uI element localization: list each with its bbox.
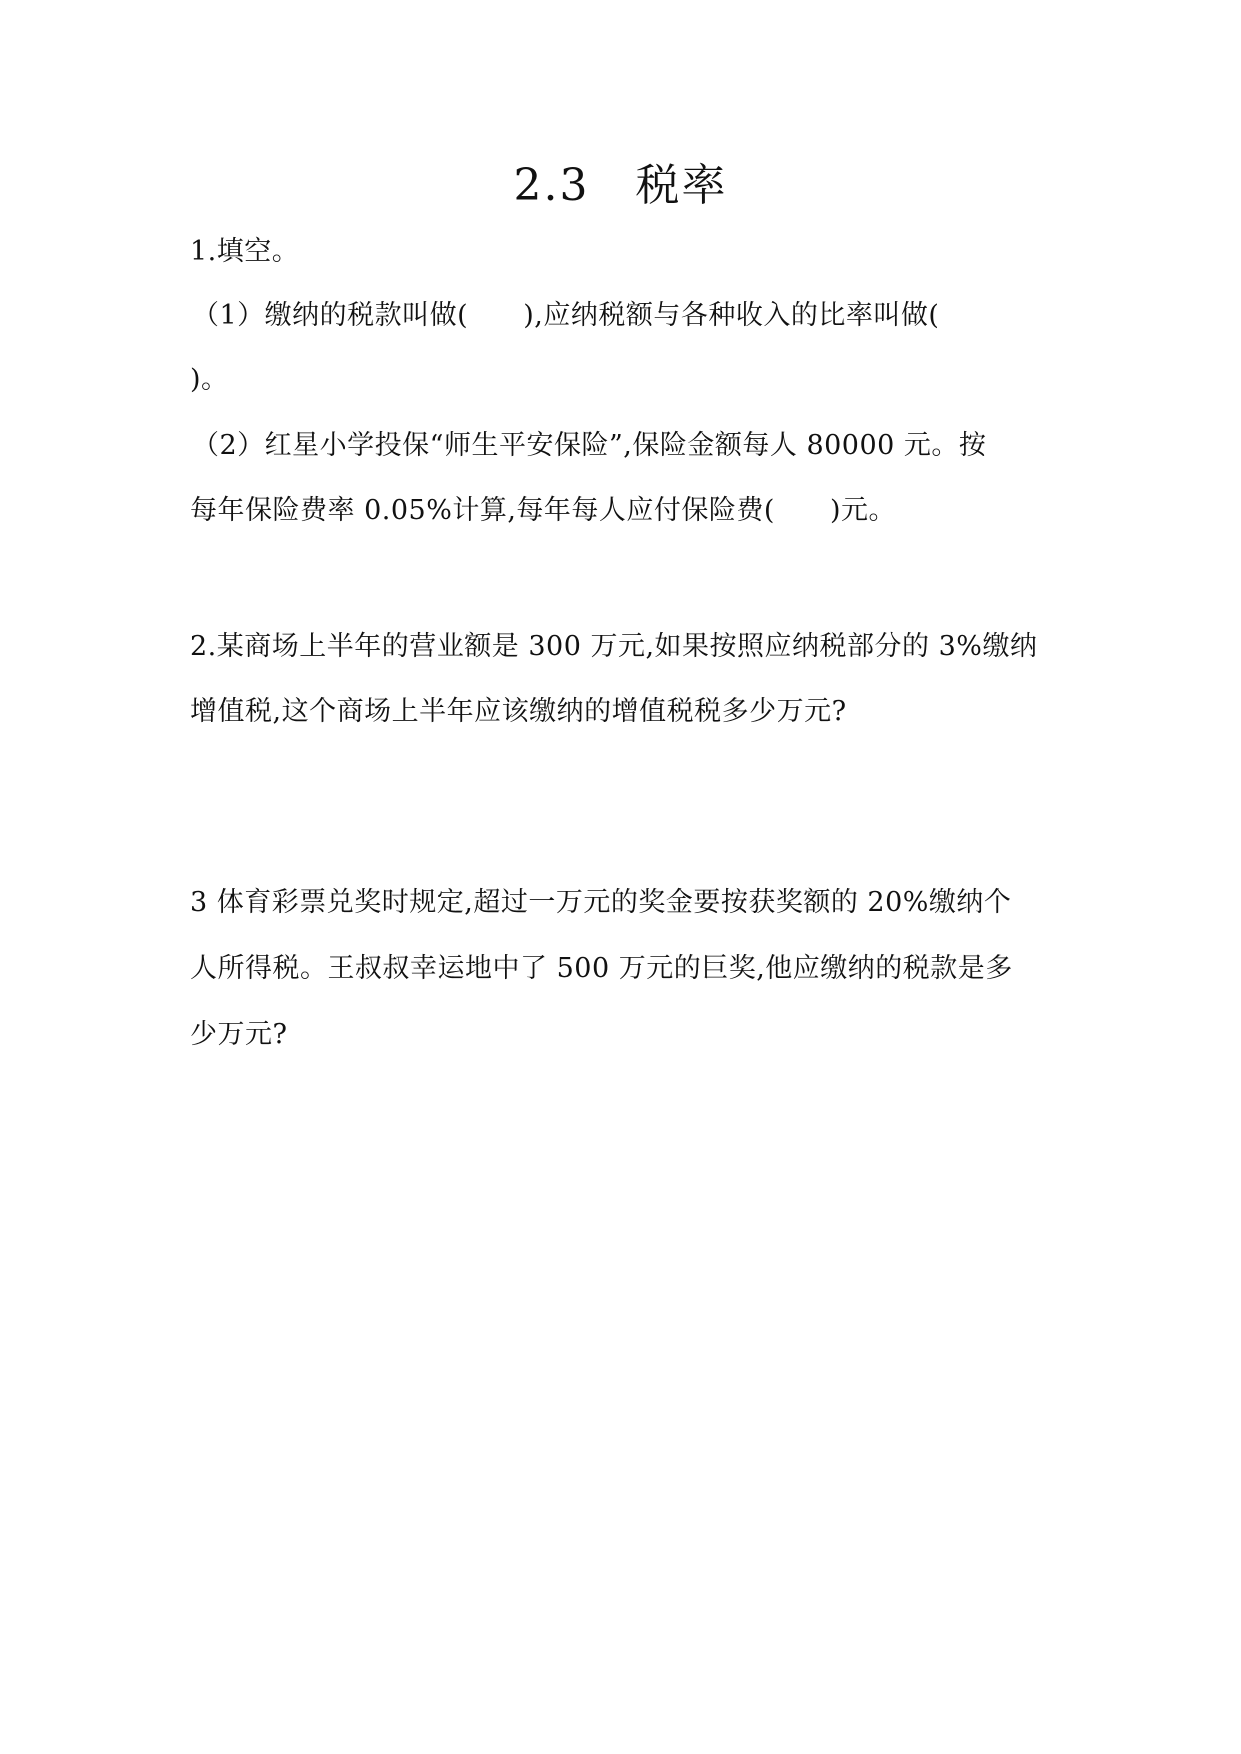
question-1-part-2-line-1: （2）红星小学投保“师生平安保险”,保险金额每人 80000 元。按	[192, 430, 987, 461]
question-3-line-2: 人所得税。王叔叔幸运地中了 500 万元的巨奖,他应缴纳的税款是多	[190, 953, 1013, 984]
question-1-part-2-line-2: 每年保险费率 0.05%计算,每年每人应付保险费( )元。	[190, 495, 897, 526]
question-3-line-1: 3 体育彩票兑奖时规定,超过一万元的奖金要按获奖额的 20%缴纳个	[190, 887, 1012, 918]
question-1-part-1-line-2: )。	[190, 364, 229, 395]
question-2-line-2: 增值税,这个商场上半年应该缴纳的增值税税多少万元?	[190, 696, 847, 727]
question-2-line-1: 2.某商场上半年的营业额是 300 万元,如果按照应纳税部分的 3%缴纳	[190, 631, 1038, 662]
page-title: 2.3 税率	[513, 160, 728, 211]
question-3-line-3: 少万元?	[190, 1019, 288, 1050]
question-1-heading: 1.填空。	[190, 236, 300, 267]
question-1-part-1-line-1: （1）缴纳的税款叫做( ),应纳税额与各种收入的比率叫做(	[192, 300, 940, 331]
